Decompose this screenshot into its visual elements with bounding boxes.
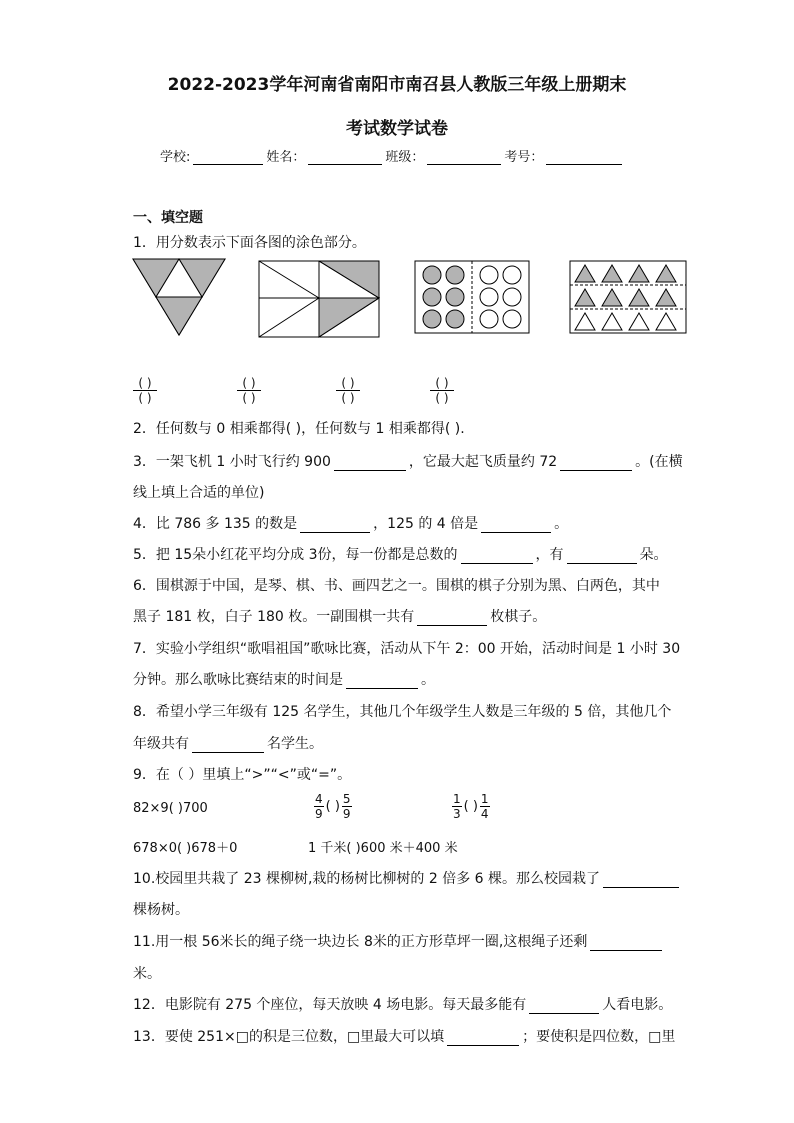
number-label: 考号： bbox=[504, 150, 544, 165]
q11-line-2: 米。 bbox=[133, 966, 161, 982]
q9-compare-1[interactable]: 82×9( )700 bbox=[133, 801, 208, 816]
q7-line-1: 7．实验小学组织“歌唱祖国”歌咏比赛，活动从下午 2：00 开始，活动时间是 1 小时 30 bbox=[133, 641, 681, 657]
student-info-row bbox=[160, 146, 625, 165]
q10-line-1: 10.校园里共栽了 23 棵柳树,栽的杨树比柳树的 2 倍多 6 棵。那么校园栽了 bbox=[133, 870, 682, 888]
figure-small-triangles-shaded bbox=[569, 260, 687, 334]
fraction-1-4: $\frac{1}{4}$ bbox=[480, 792, 489, 821]
school-blank[interactable] bbox=[193, 150, 263, 165]
class-label: 班级： bbox=[385, 150, 425, 165]
q2-text: 2．任何数与 0 相乘都得( )，任何数与 1 相乘都得( ). bbox=[133, 421, 465, 437]
title-line-2: 考试数学试卷 bbox=[346, 119, 448, 139]
figure-triangles-shaded bbox=[132, 258, 226, 336]
name-label: 姓名： bbox=[266, 150, 306, 165]
name-blank[interactable] bbox=[308, 150, 382, 165]
number-blank[interactable] bbox=[546, 150, 622, 165]
q10-blank[interactable] bbox=[603, 873, 679, 888]
q5-blank-2[interactable] bbox=[567, 549, 637, 564]
q7-line-2: 分钟。那么歌咏比赛结束的时间是 。 bbox=[133, 672, 435, 688]
q7-blank[interactable] bbox=[346, 674, 418, 689]
q8-blank[interactable] bbox=[192, 738, 264, 753]
class-blank[interactable] bbox=[427, 150, 501, 165]
q1-answer-slot-4[interactable]: ( ) ( ) bbox=[430, 376, 454, 405]
q4-text: 4．比 786 多 135 的数是 ，125 的 4 倍是 。 bbox=[133, 516, 569, 532]
q1-text: 1．用分数表示下面各图的涂色部分。 bbox=[133, 235, 366, 251]
q3-line-1: 3．一架飞机 1 小时飞行约 900 ，它最大起飞质量约 72 。(在横 bbox=[133, 454, 683, 470]
q6-line-1: 6．围棋源于中国，是琴、棋、书、画四艺之一。围棋的棋子分别为黑、白两色，其中 bbox=[133, 578, 660, 594]
q6-blank[interactable] bbox=[417, 611, 487, 626]
q11-line-1: 11.用一根 56米长的绳子绕一块边长 8米的正方形草坪一圈,这根绳子还剩 bbox=[133, 933, 665, 951]
figure-rectangle-shaded bbox=[258, 260, 380, 338]
q5-text: 5．把 15朵小红花平均分成 3份，每一份都是总数的 ，有 朵。 bbox=[133, 547, 668, 563]
q9-compare-4[interactable]: 678×0( )678＋0 bbox=[133, 841, 238, 856]
q6-line-2: 黑子 181 枚，白子 180 枚。一副围棋一共有 枚棋子。 bbox=[133, 609, 547, 625]
q9-text: 9．在（ ）里填上“>”“<”或“=”。 bbox=[133, 767, 352, 783]
q3-blank-2[interactable] bbox=[560, 456, 632, 471]
q9-compare-5[interactable]: 1 千米( )600 米＋400 米 bbox=[308, 841, 458, 856]
q13-blank[interactable] bbox=[447, 1031, 519, 1046]
q11-blank[interactable] bbox=[590, 936, 662, 951]
fraction-4-9: $\frac{4}{9}$ bbox=[315, 792, 323, 821]
q5-blank-1[interactable] bbox=[461, 549, 533, 564]
fraction-5-9: $\frac{5}{9}$ bbox=[342, 792, 351, 821]
school-label: 学校: bbox=[160, 150, 191, 165]
fraction-1-3: $\frac{1}{3}$ bbox=[453, 792, 461, 821]
section-heading: 一、填空题 bbox=[133, 210, 203, 226]
q4-blank-2[interactable] bbox=[481, 518, 551, 533]
q1-answer-slot-2[interactable]: ( ) ( ) bbox=[237, 376, 261, 405]
q4-blank-1[interactable] bbox=[300, 518, 370, 533]
q12-text: 12．电影院有 275 个座位，每天放映 4 场电影。每天最多能有 人看电影。 bbox=[133, 997, 673, 1013]
q3-line-2: 线上填上合适的单位) bbox=[133, 485, 265, 501]
figure-circles-shaded bbox=[414, 260, 530, 334]
q10-line-2: 棵杨树。 bbox=[133, 902, 189, 918]
q9-compare-2[interactable]: $\frac{4}{9}$ ( ) $\frac{5}{9}$ bbox=[315, 792, 351, 821]
q8-line-2: 年级共有 名学生。 bbox=[133, 736, 323, 752]
q9-compare-3[interactable]: $\frac{1}{3}$ ( ) $\frac{1}{4}$ bbox=[453, 792, 489, 821]
q1-answer-slot-1[interactable]: ( ) ( ) bbox=[133, 376, 157, 405]
q3-blank-1[interactable] bbox=[334, 456, 406, 471]
q8-line-1: 8．希望小学三年级有 125 名学生，其他几个年级学生人数是三年级的 5 倍，其他几个 bbox=[133, 704, 672, 720]
q1-answer-slot-3[interactable]: ( ) ( ) bbox=[336, 376, 360, 405]
q12-blank[interactable] bbox=[529, 999, 599, 1014]
title-line-1: 2022-2023学年河南省南阳市南召县人教版三年级上册期末 bbox=[167, 75, 627, 95]
q13-text: 13．要使 251×□的积是三位数，□里最大可以填 ；要使积是四位数，□里 bbox=[133, 1029, 676, 1045]
